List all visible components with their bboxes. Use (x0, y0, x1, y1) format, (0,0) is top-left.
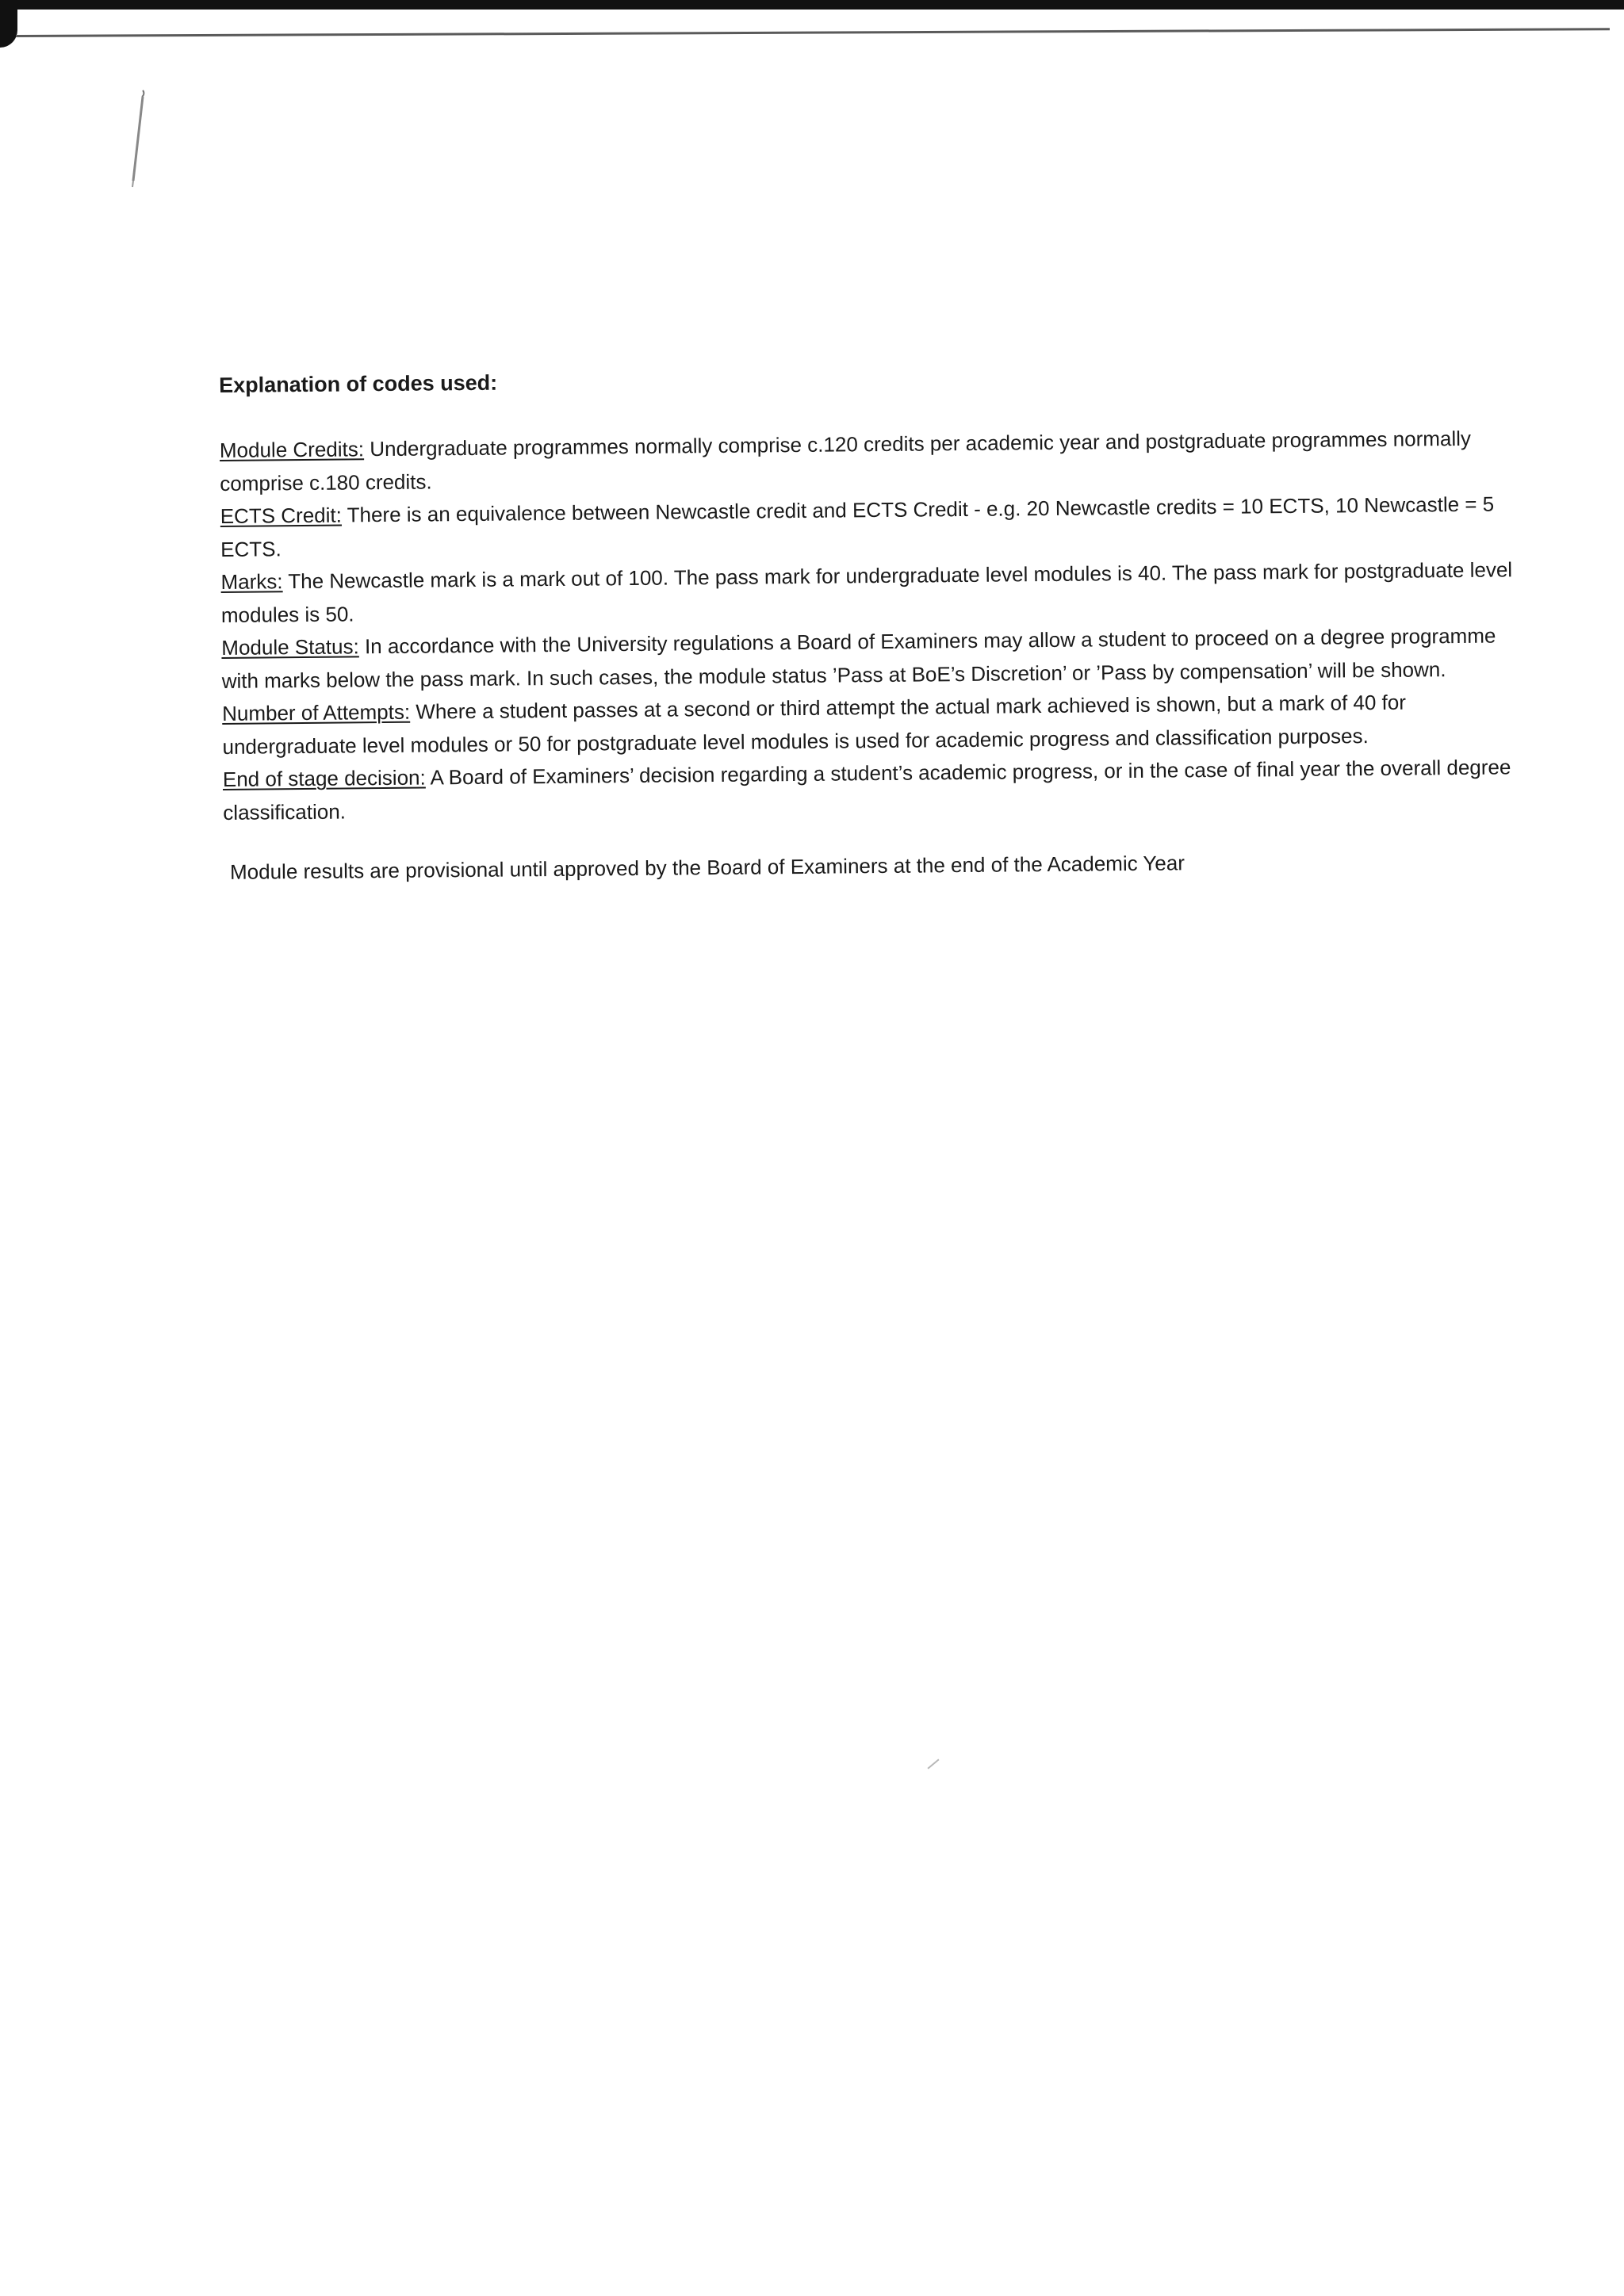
code-description: There is an equivalence between Newcastle credit and ECTS Credit - e.g. 20 Newcastle credits = 10 ECTS, 10 Newcastle = 5 ECTS. (220, 492, 1495, 561)
code-term: End of stage decision: (222, 765, 426, 792)
scan-corner-shadow (0, 0, 17, 48)
code-description: A Board of Examiners’ decision regarding a student’s academic progress, or in the case of final year the overall degree classification. (223, 755, 1511, 825)
code-description: The Newcastle mark is a mark out of 100. The pass mark for undergraduate level modules is 40. The pass mark for postgraduate level modules is 50. (220, 557, 1513, 627)
code-definition (220, 488, 1538, 566)
code-description: Undergraduate programmes normally comprise c.120 credits per academic year and postgraduate programmes normally comprise c.180 credits. (220, 427, 1472, 496)
scan-top-edge (0, 0, 1624, 10)
closing-note: Module results are provisional until approved by the Board of Examiners at the end of the Academic Year (229, 851, 1185, 885)
code-description: In accordance with the University regulations a Board of Examiners may allow a student to proceed on a degree programme with marks below the pass mark. In such cases, the module status ’Pass at BoE’s Discretion’ or ’Pass by compensation’ will be shown. (221, 623, 1496, 693)
scan-fold-line (16, 28, 1610, 37)
code-term: Module Status: (221, 634, 359, 660)
code-term: Number of Attempts: (221, 700, 411, 726)
code-definition (222, 685, 1539, 763)
code-description: Where a student passes at a second or third attempt the actual mark achieved is shown, but a mark of 40 for undergraduate level modules or 50 for postgraduate level modules is used for academic progress and classification purposes. (222, 691, 1407, 759)
code-definition (220, 422, 1537, 500)
code-definitions-list (220, 422, 1540, 829)
document-heading: Explanation of codes used: (219, 370, 498, 397)
code-definition (221, 619, 1538, 698)
code-term: Marks: (220, 569, 283, 595)
staple-mark (125, 87, 149, 190)
code-term: Module Credits: (219, 437, 365, 463)
code-term: ECTS Credit: (220, 503, 343, 529)
code-definition (220, 553, 1538, 632)
code-definition (223, 751, 1540, 829)
document-body (219, 360, 1540, 890)
scan-speck (927, 1758, 939, 1769)
